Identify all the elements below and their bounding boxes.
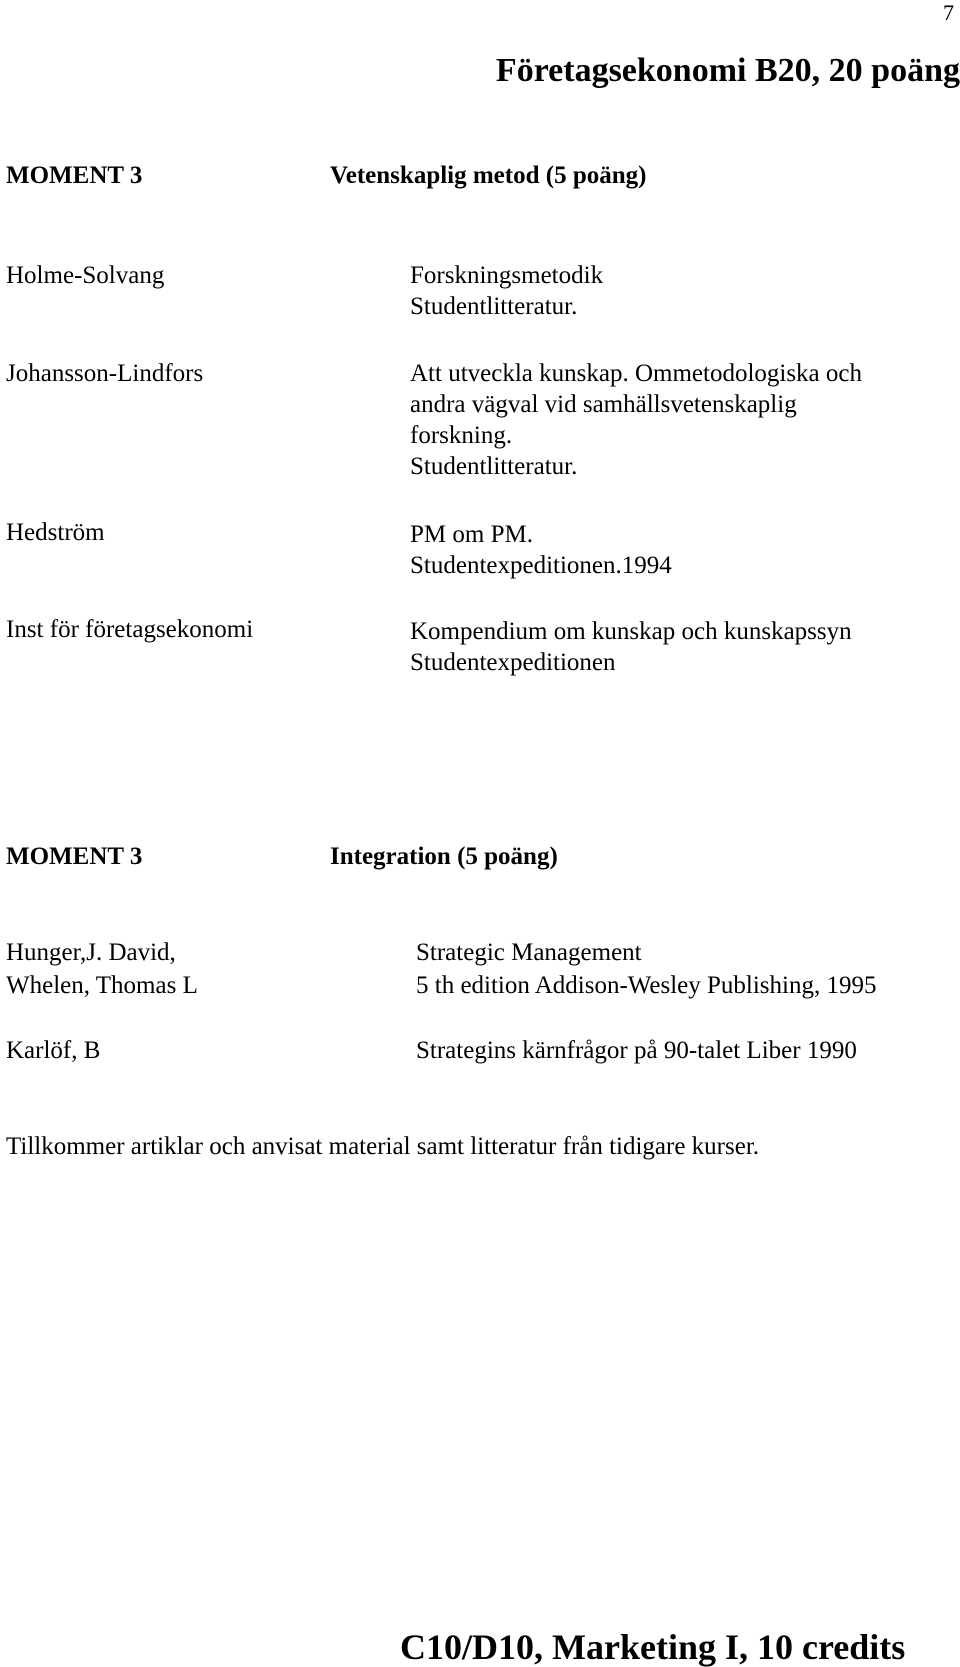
note: Tillkommer artiklar och anvisat material samt litteratur från tidigare kurser. — [6, 1133, 760, 1160]
ref-entry — [410, 260, 603, 322]
ref-text: Strategins kärnfrågor på 90-talet Liber 1990 — [416, 1037, 857, 1064]
ref-line: PM om PM. — [410, 521, 533, 548]
ref-line: Forskningsmetodik — [410, 262, 604, 289]
ref-line: Studentlitteratur. — [410, 293, 578, 320]
ref-author: Whelen, Thomas L — [6, 972, 198, 999]
ref-line: Kompendium om kunskap och kunskapssyn — [410, 618, 852, 645]
ref-line: Studentexpeditionen.1994 — [410, 552, 672, 579]
section2-moment: MOMENT 3 — [6, 843, 143, 870]
section1-title: Vetenskaplig metod (5 poäng) — [330, 162, 647, 189]
section2-title: Integration (5 poäng) — [330, 843, 558, 870]
ref-text: 5 th edition Addison-Wesley Publishing, 1995 — [416, 972, 877, 999]
ref-line: Att utveckla kunskap. Ommetodologiska och — [410, 360, 863, 387]
ref-author: Karlöf, B — [6, 1037, 101, 1064]
ref-line: Studentlitteratur. — [410, 453, 578, 480]
ref-author: Holme-Solvang — [6, 262, 165, 289]
ref-author: Johansson-Lindfors — [6, 360, 204, 387]
ref-author: Inst för företagsekonomi — [6, 616, 254, 643]
footer-heading: C10/D10, Marketing I, 10 credits — [400, 1627, 906, 1667]
ref-entry — [410, 358, 862, 482]
ref-line: Studentexpeditionen — [410, 649, 616, 676]
page-number: 7 — [943, 0, 954, 25]
ref-author: Hedström — [6, 519, 105, 546]
ref-entry — [410, 519, 672, 581]
ref-line: andra vägval vid samhällsvetenskaplig — [410, 391, 797, 418]
section1-moment: MOMENT 3 — [6, 162, 143, 189]
ref-author: Hunger,J. David, — [6, 939, 176, 966]
ref-line: forskning. — [410, 422, 513, 449]
ref-entry — [410, 616, 852, 678]
ref-text: Strategic Management — [416, 939, 642, 966]
page-title: Företagsekonomi B20, 20 poäng — [495, 52, 960, 89]
